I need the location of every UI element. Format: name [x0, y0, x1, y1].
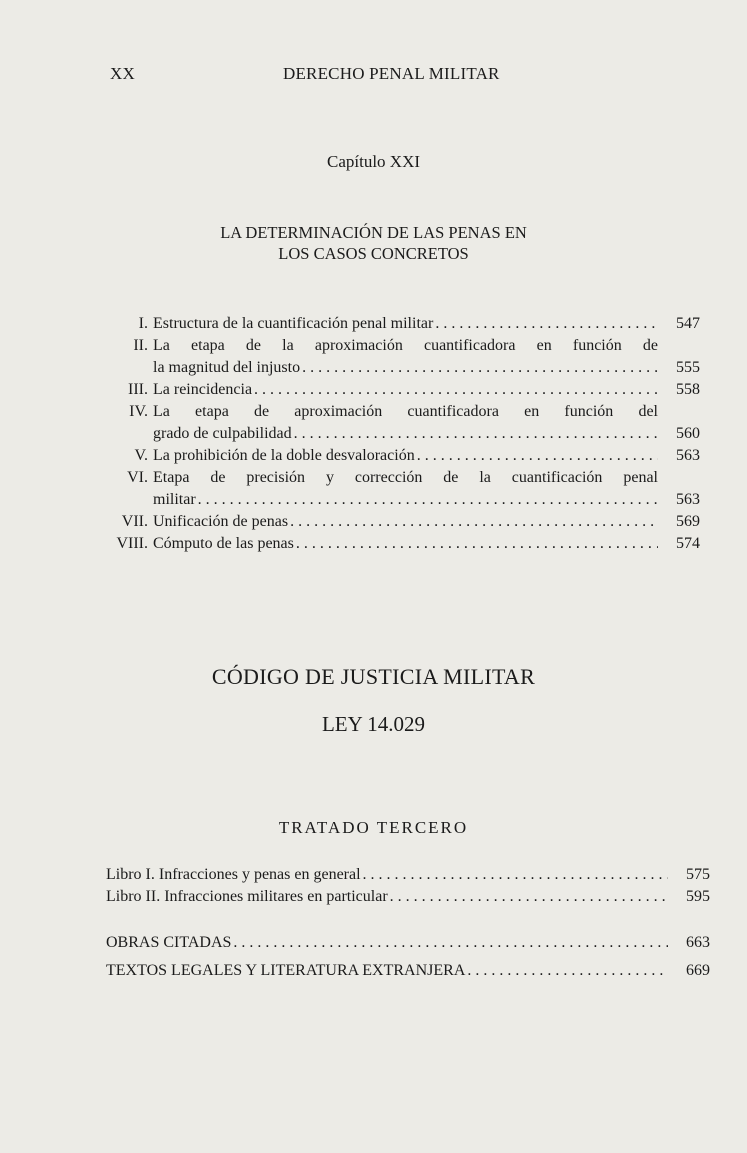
toc-number: II. — [133, 337, 148, 354]
toc-number: V. — [134, 447, 148, 464]
dot-leader — [361, 864, 668, 886]
toc-page: 563 — [676, 447, 700, 464]
toc-label: TEXTOS LEGALES Y LITERATURA EXTRANJERA — [106, 962, 466, 979]
chapter-title-line-2: LOS CASOS CONCRETOS — [278, 244, 469, 263]
toc-label: Estructura de la cuantificación penal militar — [153, 315, 434, 332]
appendix-contents — [106, 932, 710, 982]
toc-label: La etapa de aproximación cuantificadora en función del — [153, 403, 658, 420]
toc-entry[interactable] — [100, 467, 700, 489]
law-number: LEY 14.029 — [321, 712, 426, 736]
toc-number: III. — [128, 381, 148, 398]
page-number: XX — [110, 64, 135, 83]
dot-leader — [196, 489, 658, 511]
chapter-title-line-1: LA DETERMINACIÓN DE LAS PENAS EN — [220, 223, 527, 242]
toc-label: Unificación de penas — [153, 513, 289, 530]
toc-label: La prohibición de la doble desvaloración — [153, 447, 415, 464]
toc-number: VII. — [121, 513, 148, 530]
toc-entry[interactable] — [106, 886, 710, 908]
dot-leader — [252, 379, 658, 401]
code-title: CÓDIGO DE JUSTICIA MILITAR — [211, 664, 536, 689]
toc-label: la magnitud del injusto — [153, 359, 301, 376]
dot-leader — [231, 932, 668, 954]
toc-page: 555 — [676, 359, 700, 376]
toc-entry-continuation[interactable] — [100, 423, 700, 445]
toc-page: 574 — [676, 535, 700, 552]
toc-entry[interactable] — [106, 864, 710, 886]
toc-page: 569 — [676, 513, 700, 530]
chapter-contents — [100, 313, 700, 555]
toc-entry-continuation[interactable] — [100, 357, 700, 379]
toc-entry-continuation[interactable] — [100, 489, 700, 511]
dot-leader — [292, 423, 658, 445]
toc-page: 560 — [676, 425, 700, 442]
toc-entry[interactable] — [100, 379, 700, 401]
toc-number: I. — [138, 315, 148, 332]
toc-page: 563 — [676, 491, 700, 508]
books-contents — [106, 864, 710, 908]
toc-label: La reincidencia — [153, 381, 253, 398]
toc-entry[interactable] — [100, 511, 700, 533]
dot-leader — [300, 357, 658, 379]
toc-page: 663 — [686, 934, 710, 951]
toc-number: IV. — [129, 403, 148, 420]
toc-entry[interactable] — [106, 960, 710, 982]
toc-page: 575 — [686, 866, 710, 883]
dot-leader — [294, 533, 658, 555]
running-title: DERECHO PENAL MILITAR — [283, 64, 500, 83]
dot-leader — [415, 445, 658, 467]
toc-number: VIII. — [116, 535, 148, 552]
toc-number: VI. — [127, 469, 148, 486]
toc-label: militar — [153, 491, 196, 508]
toc-page: 547 — [676, 315, 700, 332]
toc-page: 595 — [686, 888, 710, 905]
dot-leader — [465, 960, 668, 982]
dot-leader — [433, 313, 658, 335]
toc-entry[interactable] — [100, 313, 700, 335]
toc-label: Libro II. Infracciones militares en particular — [106, 888, 388, 905]
toc-entry[interactable] — [100, 401, 700, 423]
toc-entry[interactable] — [106, 932, 710, 954]
toc-entry[interactable] — [100, 533, 700, 555]
dot-leader — [288, 511, 658, 533]
toc-label: La etapa de la aproximación cuantificadora en función de — [153, 337, 658, 354]
toc-label: Etapa de precisión y corrección de la cuantificación penal — [153, 469, 658, 486]
toc-label: Cómputo de las penas — [153, 535, 294, 552]
toc-label: grado de culpabilidad — [153, 425, 292, 442]
toc-page: 669 — [686, 962, 710, 979]
toc-page: 558 — [676, 381, 700, 398]
toc-entry[interactable] — [100, 445, 700, 467]
chapter-label: Capítulo XXI — [326, 152, 421, 171]
toc-label: Libro I. Infracciones y penas en general — [106, 866, 361, 883]
dot-leader — [388, 886, 668, 908]
chapter-title — [0, 222, 747, 264]
toc-label: OBRAS CITADAS — [106, 934, 232, 951]
toc-entry[interactable] — [100, 335, 700, 357]
treatise-heading: TRATADO TERCERO — [278, 818, 469, 837]
